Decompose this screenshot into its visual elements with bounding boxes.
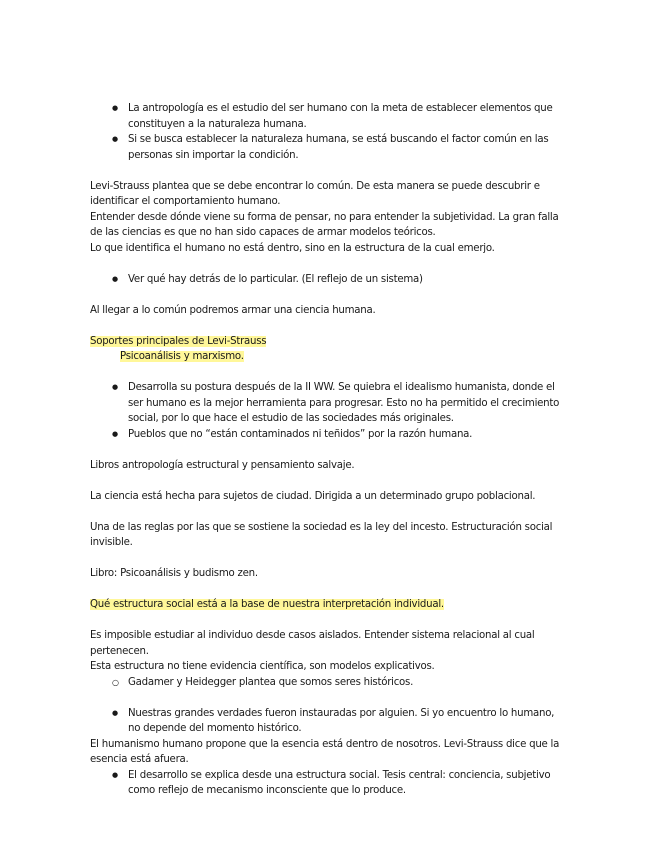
- list-item: ● Nuestras grandes verdades fueron instauradas por alguien. Si yo encuentro lo humano, no depende del momento histórico.: [128, 706, 568, 737]
- document-content: [90, 101, 568, 799]
- bullet-list-antropologia: [90, 101, 568, 163]
- paragraph: Entender desde dónde viene su forma de pensar, no para entender la subjetividad. La gran falla de las ciencias es que no han sido capaces de armar modelos teóricos.: [90, 211, 559, 238]
- section-heading-estructura: Qué estructura social está a la base de nuestra interpretación individual.: [90, 599, 444, 610]
- sub-bullet-list-gadamer: [90, 675, 568, 691]
- paragraph: Esta estructura no tiene evidencia científica, son modelos explicativos.: [90, 661, 435, 672]
- list-item: ● Si se busca establecer la naturaleza humana, se está buscando el factor común en las personas sin importar la condición.: [128, 132, 568, 163]
- paragraph: Libro: Psicoanálisis y budismo zen.: [90, 568, 258, 579]
- bullet-list-particular: [90, 272, 568, 288]
- list-item: ○ Gadamer y Heidegger plantea que somos seres históricos.: [128, 675, 568, 691]
- list-item: ● Pueblos que no “están contaminados ni teñidos” por la razón humana.: [128, 427, 568, 443]
- list-item: ● Ver qué hay detrás de lo particular. (El reflejo de un sistema): [128, 272, 568, 288]
- paragraph: Es imposible estudiar al individuo desde casos aislados. Entender sistema relacional al cual pertenecen.: [90, 630, 535, 657]
- list-item: ● El desarrollo se explica desde una estructura social. Tesis central: conciencia, subjetivo como reflejo de mecanismo inconsciente que lo produce.: [128, 768, 568, 799]
- paragraph: Levi-Strauss plantea que se debe encontrar lo común. De esta manera se puede descubrir e identificar el comportamiento humano.: [90, 180, 540, 207]
- bullet-list-postura: [90, 380, 568, 442]
- paragraph: Al llegar a lo común podremos armar una ciencia humana.: [90, 304, 376, 316]
- section-heading-soportes: Soportes principales de Levi-Strauss: [90, 335, 267, 347]
- paragraph: El humanismo humano propone que la esencia está dentro de nosotros. Levi-Strauss dice que la esencia está afuera.: [90, 738, 560, 765]
- paragraph: Libros antropología estructural y pensamiento salvaje.: [90, 459, 355, 471]
- list-item: ● Desarrolla su postura después de la II WW. Se quiebra el idealismo humanista, donde el ser humano es la mejor herramienta para progresar. Esto no ha permitido el crecimiento social, por lo que hace el estudio de las sociedades más originales.: [128, 380, 568, 427]
- paragraph: Lo que identifica el humano no está dentro, sino en la estructura de la cual emerjo.: [90, 242, 495, 254]
- bullet-list-verdades: [90, 706, 568, 737]
- list-item: ● La antropología es el estudio del ser humano con la meta de establecer elementos que constituyen a la naturaleza humana.: [128, 101, 568, 132]
- section-subheading: Psicoanálisis y marxismo.: [120, 351, 244, 362]
- paragraph: La ciencia está hecha para sujetos de ciudad. Dirigida a un determinado grupo poblacional.: [90, 490, 536, 502]
- paragraph: Una de las reglas por las que se sostiene la sociedad es la ley del incesto. Estructuración social invisible.: [90, 521, 553, 548]
- bullet-list-desarrollo: [90, 768, 568, 799]
